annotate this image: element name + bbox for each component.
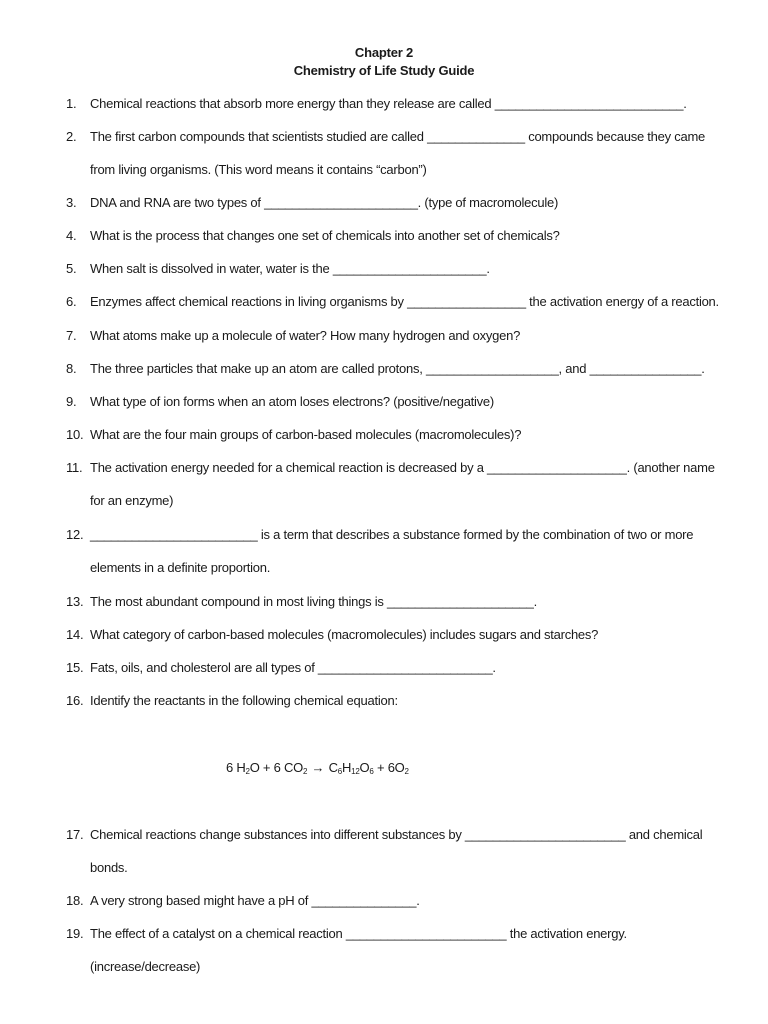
question-number: 11. [66, 460, 83, 475]
question-number: 16. [66, 693, 84, 708]
equation-part: 6 H [226, 760, 246, 775]
question-text-continued: bonds. [90, 860, 128, 875]
question-text-continued: from living organisms. (This word means it contains “carbon”) [90, 162, 427, 177]
question-number: 18. [66, 893, 84, 908]
equation-part: O [359, 760, 370, 775]
question-text: Identify the reactants in the following chemical equation: [90, 693, 398, 708]
document-title: Chemistry of Life Study Guide [293, 63, 475, 78]
question-text: The first carbon compounds that scientists studied are called ______________ compounds because they came [90, 129, 706, 144]
equation-subscript: 2 [302, 767, 308, 776]
equation-part: + 6O [373, 760, 405, 775]
question-text: When salt is dissolved in water, water is the ______________________. [90, 261, 490, 276]
question-text: ________________________ is a term that describes a substance formed by the combination of two or more [90, 527, 694, 542]
question-number: 12. [66, 527, 84, 542]
equation-subscript: 2 [404, 767, 409, 776]
question-number: 5. [66, 261, 77, 276]
question-number: 3. [66, 195, 77, 210]
question-text: The effect of a catalyst on a chemical reaction _______________________ the activation energy. [90, 926, 627, 941]
question-text-continued: elements in a definite proportion. [90, 560, 271, 575]
equation-subscript: 12 [351, 767, 360, 776]
question-number: 6. [66, 294, 77, 309]
question-number: 1. [66, 96, 77, 111]
question-text: What atoms make up a molecule of water? How many hydrogen and oxygen? [90, 328, 521, 343]
equation-subscript: 6 [337, 767, 342, 776]
question-text: Chemical reactions change substances into different substances by _______________________ and chemical [90, 827, 703, 842]
question-text: Fats, oils, and cholesterol are all types of _________________________. [90, 660, 496, 675]
reaction-arrow-icon: → [311, 760, 325, 775]
question-number: 13. [66, 594, 84, 609]
question-number: 14. [66, 627, 84, 642]
question-text: What is the process that changes one set of chemicals into another set of chemicals? [90, 228, 560, 243]
chapter-heading: Chapter 2 [354, 45, 414, 60]
question-text-continued: (increase/decrease) [90, 959, 201, 974]
chemical-equation [226, 760, 409, 776]
question-text: Enzymes affect chemical reactions in living organisms by _________________ the activation energy of a reaction. [90, 294, 719, 309]
question-text: DNA and RNA are two types of ______________________. (type of macromolecule) [90, 195, 559, 210]
equation-subscript: 6 [369, 767, 374, 776]
question-text: Chemical reactions that absorb more energy than they release are called ___________________________. [90, 96, 687, 111]
question-number: 4. [66, 228, 77, 243]
question-text: What are the four main groups of carbon-based molecules (macromolecules)? [90, 427, 522, 442]
question-number: 8. [66, 361, 77, 376]
question-number: 15. [66, 660, 84, 675]
equation-part: H [342, 760, 352, 775]
question-text-continued: for an enzyme) [90, 493, 174, 508]
question-text: What type of ion forms when an atom loses electrons? (positive/negative) [90, 394, 494, 409]
question-number: 9. [66, 394, 77, 409]
question-number: 19. [66, 926, 84, 941]
equation-part: O + 6 CO [249, 760, 303, 775]
question-number: 7. [66, 328, 77, 343]
question-number: 17. [66, 827, 84, 842]
question-text: The three particles that make up an atom are called protons, ___________________, and ________________. [90, 361, 705, 376]
equation-part: C [325, 760, 338, 775]
question-text: The activation energy needed for a chemical reaction is decreased by a ____________________. (another name [90, 460, 715, 475]
question-number: 2. [66, 129, 77, 144]
equation-subscript: 2 [245, 767, 250, 776]
question-text: What category of carbon-based molecules (macromolecules) includes sugars and starches? [90, 627, 599, 642]
question-number: 10. [66, 427, 84, 442]
question-text: A very strong based might have a pH of _______________. [90, 893, 420, 908]
question-text: The most abundant compound in most living things is _____________________. [90, 594, 537, 609]
